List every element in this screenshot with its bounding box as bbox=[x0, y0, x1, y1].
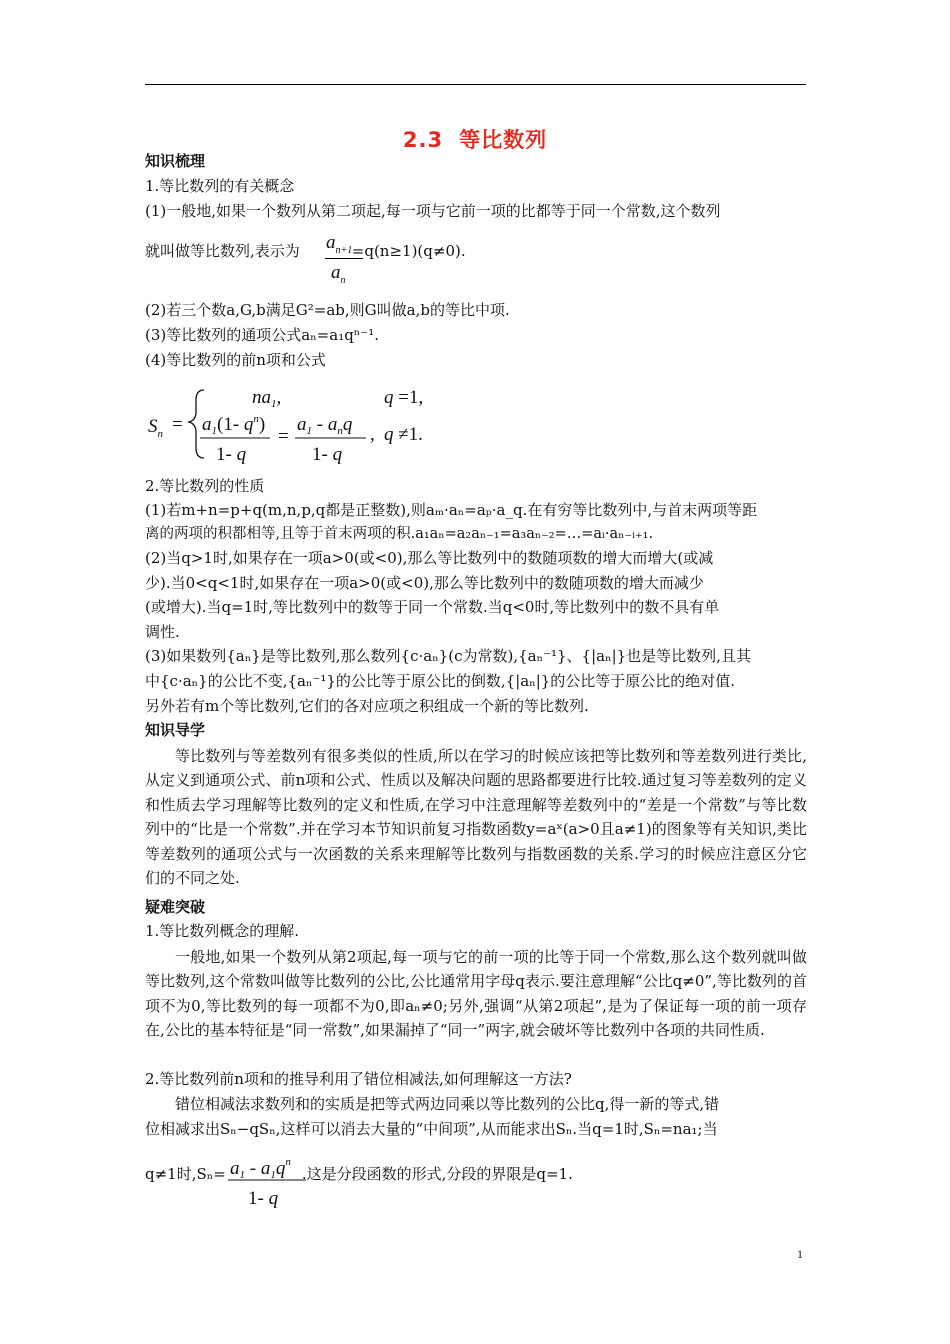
concept-para-2: (2)若三个数a,G,b满足G²=ab,则G叫做a,b的等比中项. bbox=[145, 301, 510, 319]
property-1b: 离的两项的积都相等,且等于首末两项的积.a₁aₙ=a₂aₙ₋₁=a₃aₙ₋₂=…=aᵢ·aₙ₋ᵢ₊₁. bbox=[145, 526, 654, 542]
subheading-concept: 1.等比数列的有关概念 bbox=[145, 177, 295, 195]
guide-paragraph: 等比数列与等差数列有很多类似的性质,所以在学习的时候应该把等比数列和等差数列进行类比,从定义到通项公式、前n项和公式、性质以及解决问题的思路都要进行比较.通过复习等差数列的定义和性质去学习理解等比数列的定义和性质,在学习中注意理解等差数列中的“差是一个常数”与等比数列中的“比是一个常数”.并在学习本节知识前复习指数函数y=aˣ(a>0且a≠1)的图象等有关知识,类比等差数列的通项公式与一次函数的关系来理解等比数列与指数函数的关系.学习的时候应注意区分它们的不同之处. bbox=[145, 747, 807, 888]
case2-equals: = bbox=[278, 426, 289, 447]
difficulty-2-line-b: 位相减求出Sₙ−qSₙ,这样可以消去大量的“中间项”,从而能求出Sₙ.当q=1时,Sₙ=na₁;当 bbox=[145, 1120, 718, 1138]
property-2c: (或增大).当q=1时,等比数列中的数等于同一个常数.当q<0时,等比数列中的数不具有单 bbox=[145, 598, 720, 616]
sum-formula bbox=[140, 372, 460, 472]
title-number: 2.3 bbox=[402, 128, 444, 152]
formula-sn: $S_n$ bbox=[148, 416, 163, 440]
property-2b: 少).当0<q<1时,如果存在一项a>0(或<0),那么等比数列中的数随项数的增大而减少 bbox=[145, 574, 704, 592]
sn-fraction bbox=[226, 1150, 312, 1212]
case1-value: $na_1$, bbox=[252, 387, 282, 410]
ratio-numerator: $a_{n+1}$ bbox=[326, 232, 353, 256]
difficulty-1-heading: 1.等比数列概念的理解. bbox=[145, 922, 300, 940]
formula-equals: = bbox=[172, 414, 183, 435]
page-number: 1 bbox=[797, 1247, 803, 1261]
case2-denominator-right: 1- q bbox=[312, 444, 343, 465]
property-1a: (1)若m+n=p+q(m,n,p,q都是正整数),则aₘ·aₙ=aₚ·a_q.在有穷等比数列中,与首末两项等距 bbox=[145, 501, 758, 519]
property-2d: 调性. bbox=[145, 623, 180, 641]
property-3a: (3)如果数列{aₙ}是等比数列,那么数列{c·aₙ}(c为常数),{aₙ⁻¹}、{|aₙ|}也是等比数列,且其 bbox=[145, 647, 751, 665]
concept-para-3: (3)等比数列的通项公式aₙ=a₁qⁿ⁻¹. bbox=[145, 326, 379, 344]
case2-denominator-left: 1- q bbox=[216, 444, 247, 465]
sn-prefix: q≠1时,Sₙ= bbox=[145, 1165, 226, 1183]
sn-denominator: 1- q bbox=[248, 1188, 279, 1209]
ratio-denominator: $a_n$ bbox=[331, 262, 346, 286]
section-heading-knowledge: 知识梳理 bbox=[145, 152, 206, 170]
case2-numerator-left: $a_1(1-$ $q^n$) bbox=[202, 413, 266, 437]
section-heading-guide: 知识导学 bbox=[145, 721, 206, 739]
title-text: 等比数列 bbox=[459, 128, 548, 152]
header-rule bbox=[145, 84, 806, 85]
sn-explanation: .这是分段函数的形式,分段的界限是q=1. bbox=[301, 1165, 573, 1183]
case2-condition: q ≠1. bbox=[384, 424, 423, 445]
ratio-fraction-bar bbox=[325, 258, 363, 259]
concept-para-1a: (1)一般地,如果一个数列从第二项起,每一项与它前一项的比都等于同一个常数,这个数列 bbox=[145, 202, 721, 220]
property-3c: 另外若有m个等比数列,它们的各对应项之积组成一个新的等比数列. bbox=[145, 697, 589, 715]
difficulty-2-line-a: 错位相减法求数列和的实质是把等式两边同乘以等比数列的公比q,得一新的等式,错 bbox=[175, 1095, 720, 1113]
definition-condition: =q(n≥1)(q≠0). bbox=[351, 242, 466, 260]
case1-condition: q =1, bbox=[384, 387, 424, 408]
property-2a: (2)当q>1时,如果存在一项a>0(或<0),那么等比数列中的数随项数的增大而增大(或减 bbox=[145, 549, 714, 567]
sn-numerator: $a_1 - a_1q^n$ bbox=[230, 1156, 291, 1181]
concept-para-1b bbox=[145, 240, 807, 264]
concept-para-4: (4)等比数列的前n项和公式 bbox=[145, 351, 326, 369]
difficulty-2-heading: 2.等比数列前n项和的推导利用了错位相减法,如何理解这一方法? bbox=[145, 1070, 572, 1088]
case2-comma: , bbox=[370, 424, 375, 445]
subheading-properties: 2.等比数列的性质 bbox=[145, 477, 265, 495]
definition-text: 就叫做等比数列,表示为 bbox=[145, 242, 300, 260]
case2-numerator-right: $a_1 - a_nq$ bbox=[297, 414, 353, 437]
section-heading-difficulties: 疑难突破 bbox=[145, 898, 206, 916]
property-3b: 中{c·aₙ}的公比不变,{aₙ⁻¹}的公比等于原公比的倒数,{|aₙ|}的公比等于原公比的绝对值. bbox=[145, 672, 736, 690]
difficulty-1-paragraph: 一般地,如果一个数列从第2项起,每一项与它的前一项的比等于同一个常数,那么这个数列就叫做等比数列,这个常数叫做等比数列的公比,公比通常用字母q表示.要注意理解“公比q≠0”,等比数列的首项不为0,等比数列的每一项都不为0,即aₙ≠0;另外,强调“从第2项起”,是为了保证每一项的前一项存在,公比的基本特征是“同一常数”,如果漏掉了“同一”两字,就会破坏等比数列中各项的共同性质. bbox=[145, 948, 807, 1040]
